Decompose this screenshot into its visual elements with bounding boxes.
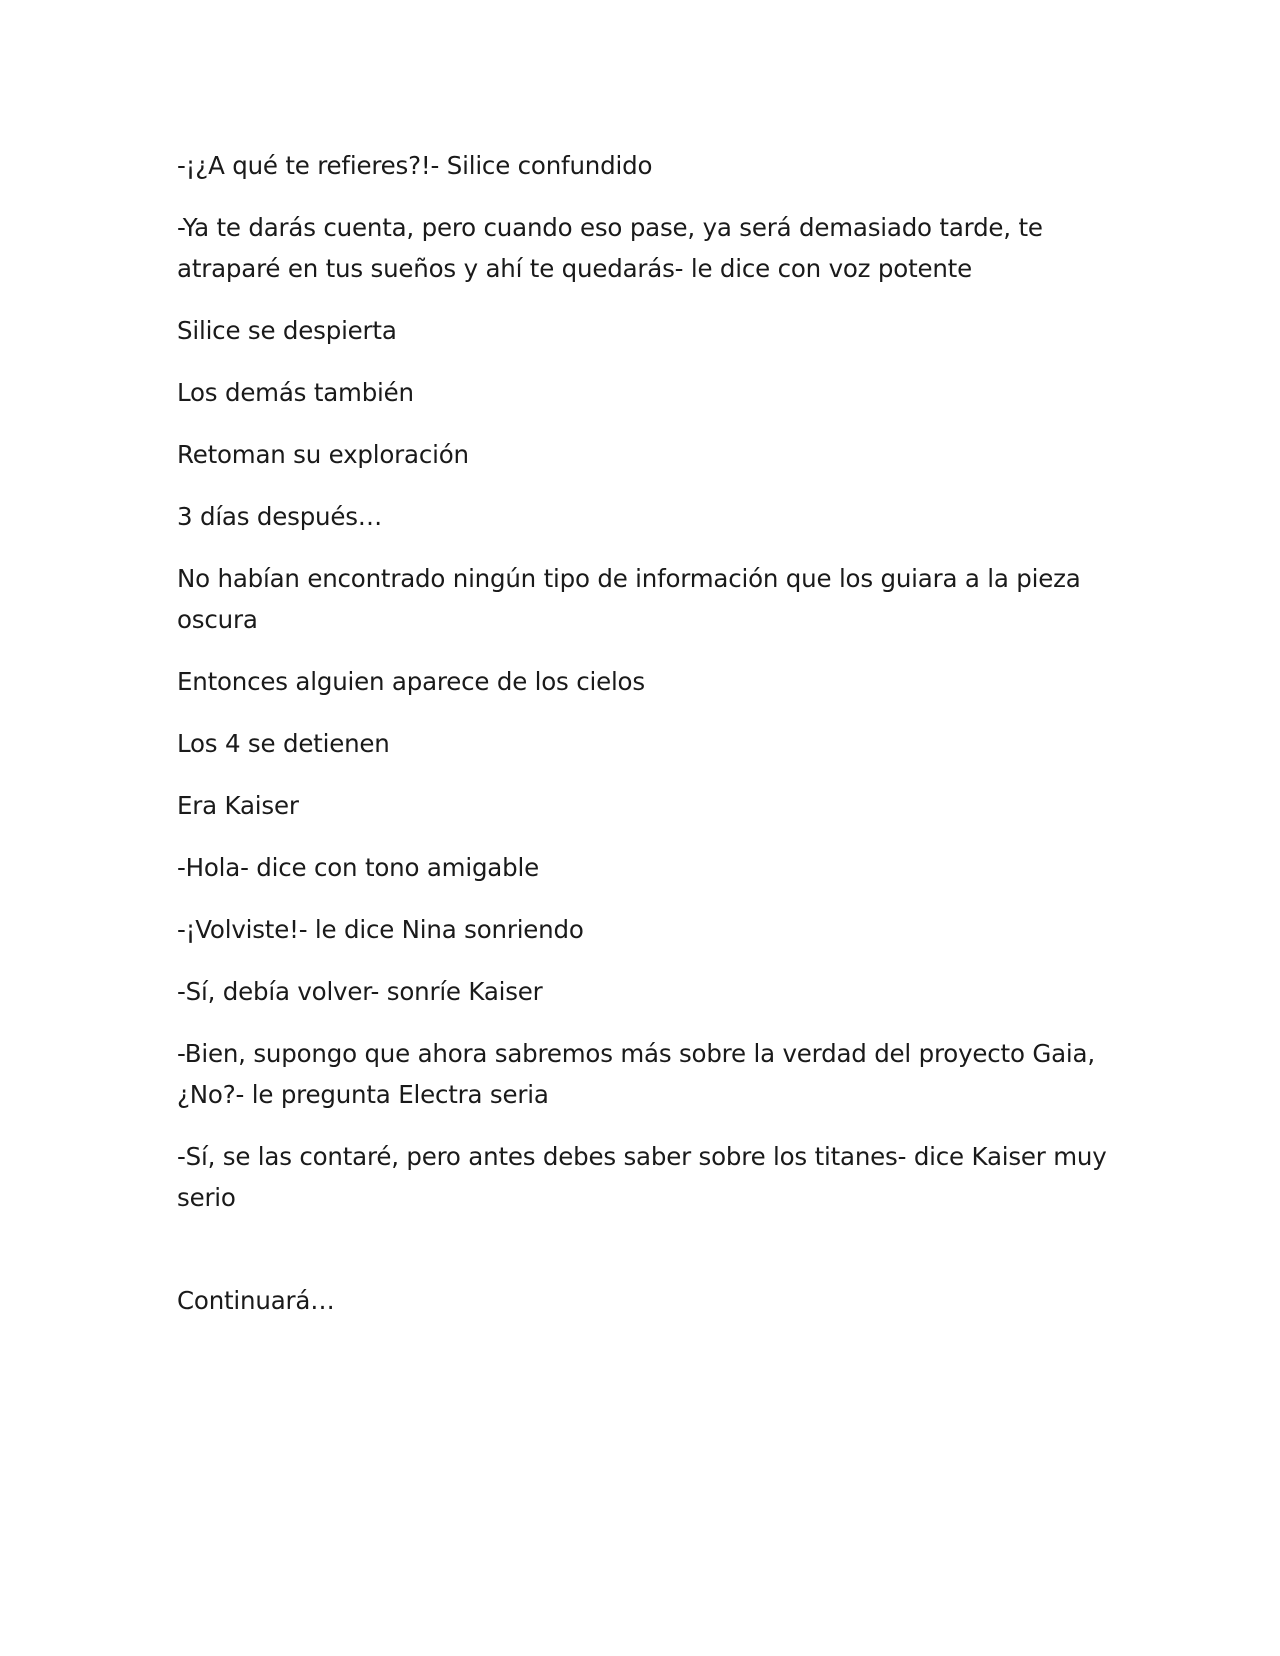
closing-line: Continuará… — [177, 1286, 335, 1315]
paragraph: Entonces alguien aparece de los cielos — [177, 667, 645, 696]
paragraph: Los demás también — [177, 378, 414, 407]
paragraph: -¡Volviste!- le dice Nina sonriendo — [177, 915, 584, 944]
paragraph: -Bien, supongo que ahora sabremos más sobre la verdad del proyecto Gaia, ¿No?- le pregunta Electra seria — [177, 1039, 1095, 1109]
paragraph: Retoman su exploración — [177, 440, 469, 469]
paragraph: 3 días después… — [177, 502, 383, 531]
paragraph: Los 4 se detienen — [177, 729, 390, 758]
paragraph: -Ya te darás cuenta, pero cuando eso pase, ya será demasiado tarde, te atraparé en tus sueños y ahí te quedarás- le dice con voz potente — [177, 213, 1043, 283]
paragraph: No habían encontrado ningún tipo de información que los guiara a la pieza oscura — [177, 564, 1081, 634]
paragraph: Silice se despierta — [177, 316, 397, 345]
paragraph: -Hola- dice con tono amigable — [177, 853, 539, 882]
paragraph: Era Kaiser — [177, 791, 299, 820]
paragraph: -Sí, se las contaré, pero antes debes saber sobre los titanes- dice Kaiser muy serio — [177, 1142, 1107, 1212]
paragraph: -¡¿A qué te refieres?!- Silice confundido — [177, 151, 653, 180]
document-body — [177, 145, 1107, 1342]
paragraph: -Sí, debía volver- sonríe Kaiser — [177, 977, 543, 1006]
